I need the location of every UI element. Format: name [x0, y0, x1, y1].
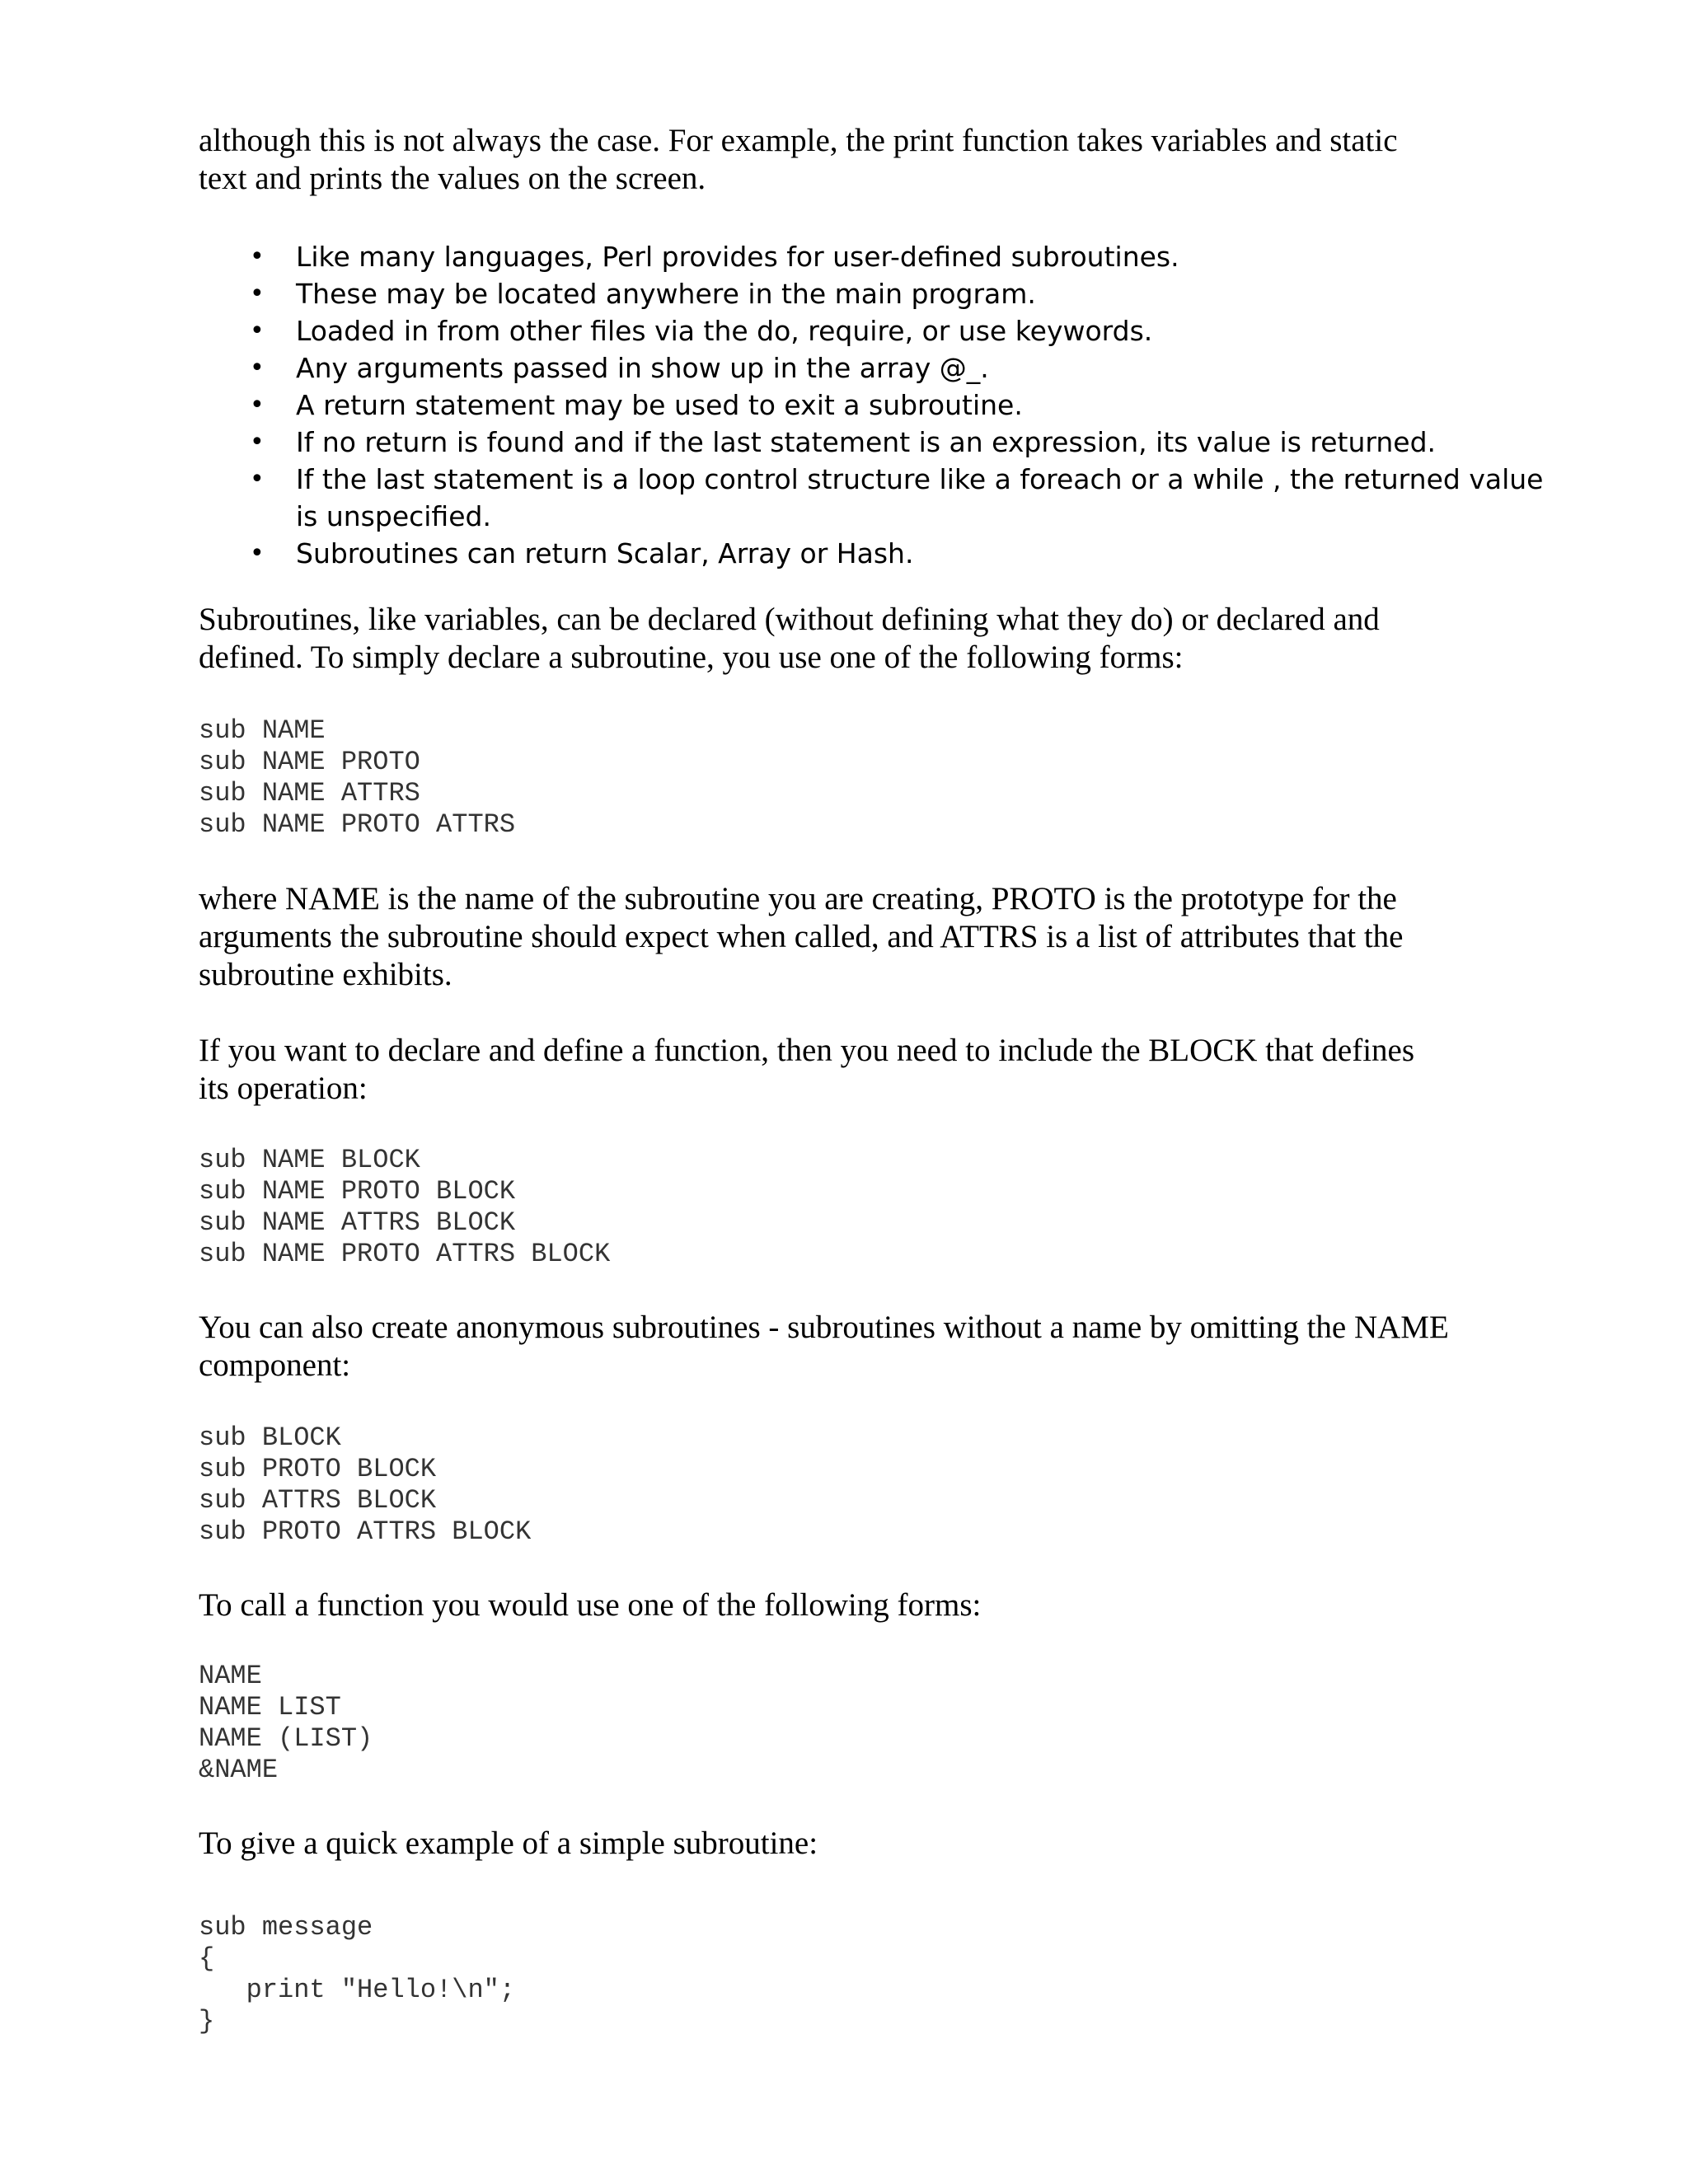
bullet-icon: • [250, 391, 265, 419]
list-item [199, 349, 1550, 387]
bullet-icon: • [250, 428, 265, 457]
list-item [199, 387, 1550, 424]
example-code-block: sub message { print "Hello!\n"; } [199, 1912, 516, 2036]
example-paragraph: To give a quick example of a simple subroutine: [199, 1825, 818, 1861]
declare-paragraph: Subroutines, like variables, can be declared (without defining what they do) or declared and defined. To simply declare a subroutine, you use one of the following forms: [199, 602, 1380, 675]
intro-paragraph: although this is not always the case. For example, the print function takes variables and static text and prints the values on the screen. [199, 123, 1398, 196]
list-item-text: Any arguments passed in show up in the array @_. [296, 352, 989, 384]
list-item [199, 238, 1550, 275]
bullet-icon: • [250, 354, 265, 382]
list-item [199, 461, 1550, 535]
define-code-block: sub NAME BLOCK sub NAME PROTO BLOCK sub NAME ATTRS BLOCK sub NAME PROTO ATTRS BLOCK [199, 1145, 611, 1269]
list-item-text: If the last statement is a loop control structure like a foreach or a while , the returned value is unspecified. [296, 463, 1544, 532]
bullet-icon: • [250, 465, 265, 494]
where-paragraph: where NAME is the name of the subroutine you are creating, PROTO is the prototype for the arguments the subroutine should expect when called, and ATTRS is a list of attributes that the subroutine exhibits. [199, 881, 1404, 992]
list-item-text: Loaded in from other files via the do, require, or use keywords. [296, 315, 1153, 347]
list-item-text: A return statement may be used to exit a subroutine. [296, 389, 1023, 421]
define-paragraph: If you want to declare and define a function, then you need to include the BLOCK that defines its operation: [199, 1033, 1415, 1106]
bullet-icon: • [250, 539, 265, 568]
list-item-text: Subroutines can return Scalar, Array or Hash. [296, 537, 914, 569]
list-item [199, 275, 1550, 312]
anonymous-code-block: sub BLOCK sub PROTO BLOCK sub ATTRS BLOCK sub PROTO ATTRS BLOCK [199, 1422, 532, 1547]
list-item-text: These may be located anywhere in the main program. [296, 278, 1036, 310]
list-item [199, 535, 1550, 572]
list-item [199, 312, 1550, 349]
call-paragraph: To call a function you would use one of the following forms: [199, 1587, 982, 1623]
subroutine-facts-list [199, 238, 1550, 572]
declare-code-block: sub NAME sub NAME PROTO sub NAME ATTRS sub NAME PROTO ATTRS [199, 715, 516, 840]
bullet-icon: • [250, 242, 265, 271]
list-item-text: If no return is found and if the last statement is an expression, its value is returned. [296, 426, 1437, 458]
list-item [199, 424, 1550, 461]
bullet-icon: • [250, 316, 265, 345]
anonymous-paragraph: You can also create anonymous subroutines - subroutines without a name by omitting the NAME component: [199, 1310, 1449, 1383]
bullet-icon: • [250, 279, 265, 308]
list-item-text: Like many languages, Perl provides for user-defined subroutines. [296, 241, 1179, 273]
call-code-block: NAME NAME LIST NAME (LIST) &NAME [199, 1661, 373, 1785]
